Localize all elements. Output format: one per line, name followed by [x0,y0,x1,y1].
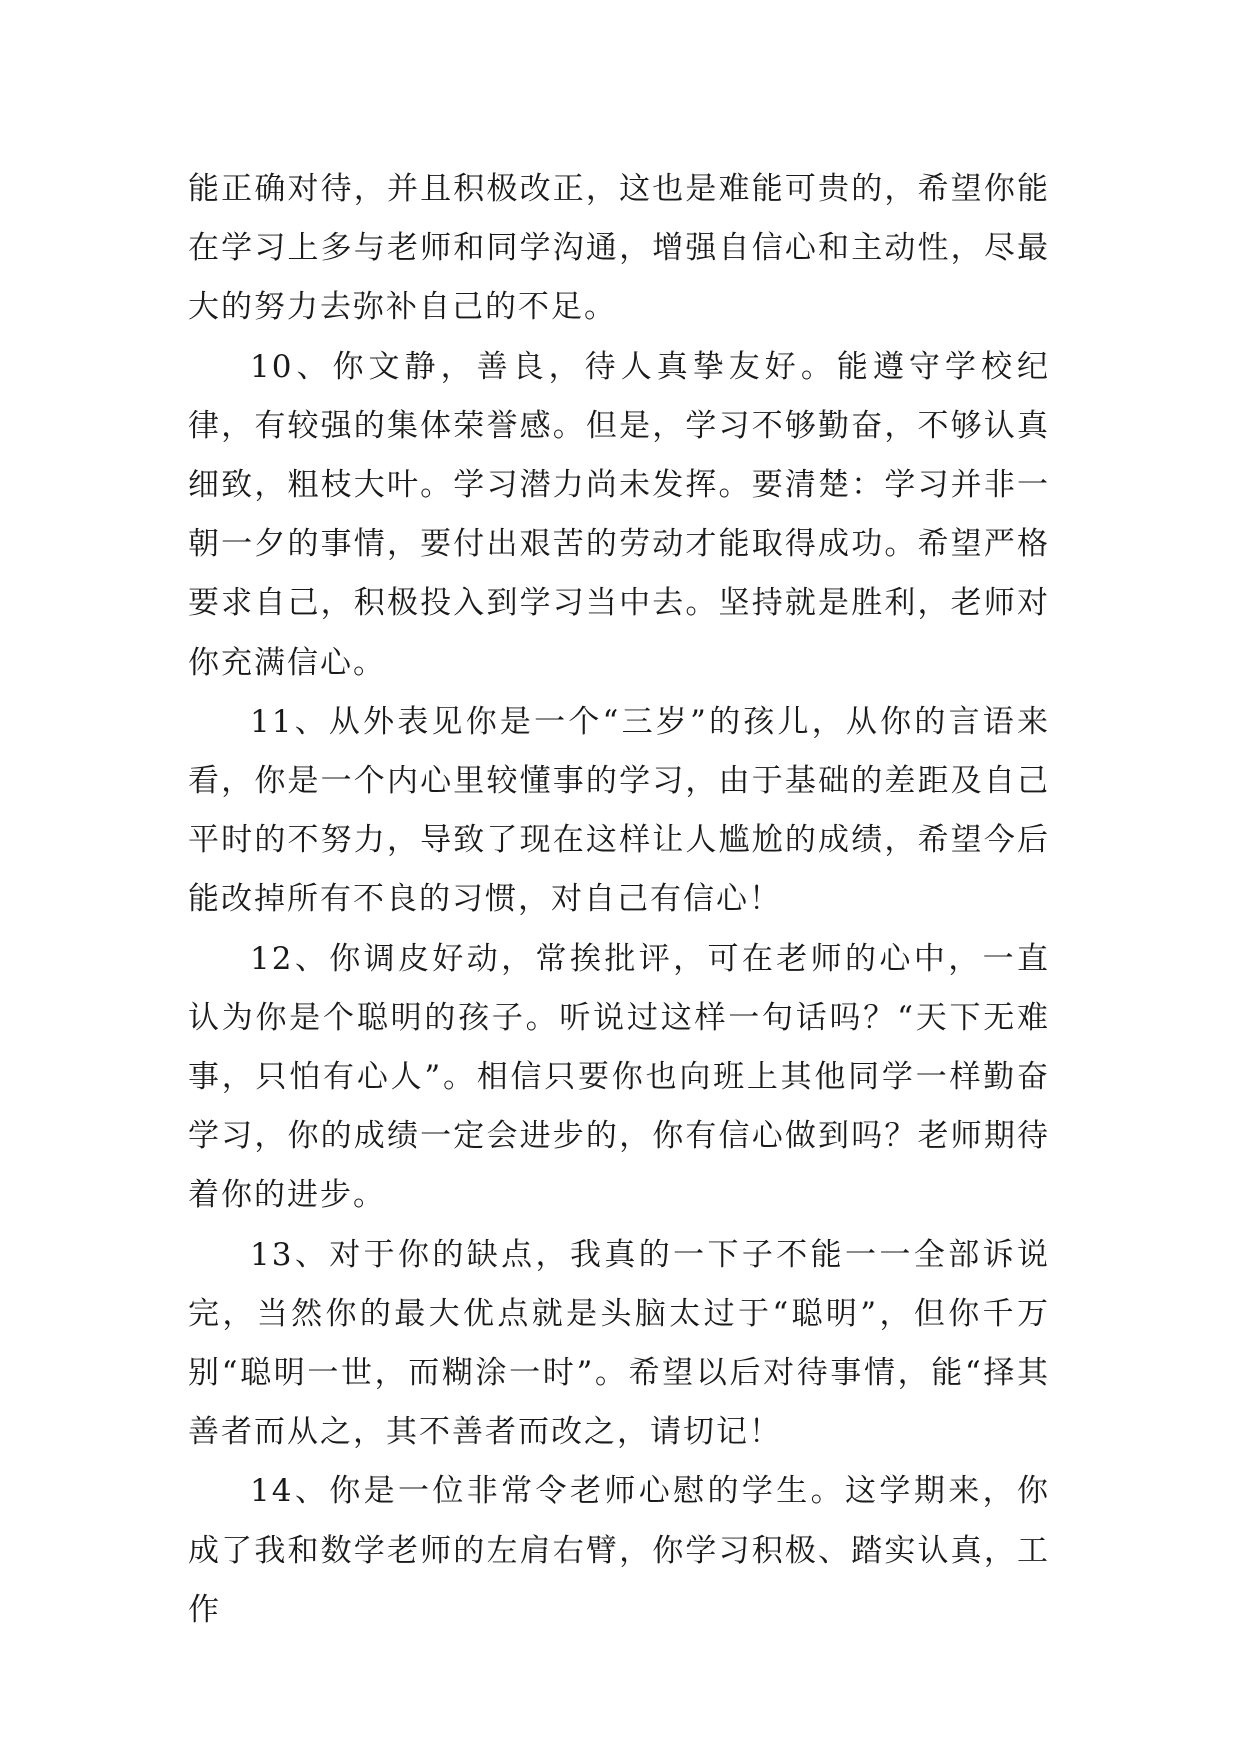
paragraph-13: 13、对于你的缺点，我真的一下子不能一一全部诉说完，当然你的最大优点就是头脑太过于“聪明”，但你千万别“聪明一世，而糊涂一时”。希望以后对待事情，能“择其善者而从之，其不善者而改之，请切记！ [188,1236,1050,1451]
document-body [188,160,1050,1640]
paragraph-14: 14、你是一位非常令老师心慰的学生。这学期来，你成了我和数学老师的左肩右臂，你学习积极、踏实认真，工作 [188,1473,1050,1628]
paragraph-continued: 能正确对待，并且积极改正，这也是难能可贵的，希望你能在学习上多与老师和同学沟通，增强自信心和主动性，尽最大的努力去弥补自己的不足。 [188,171,1050,326]
paragraph-11: 11、从外表见你是一个“三岁”的孩儿，从你的言语来看，你是一个内心里较懂事的学习，由于基础的差距及自己平时的不努力，导致了现在这样让人尴尬的成绩，希望今后能改掉所有不良的习惯，对自己有信心！ [188,703,1050,918]
paragraph-12: 12、你调皮好动，常挨批评，可在老师的心中，一直认为你是个聪明的孩子。听说过这样一句话吗？“天下无难事，只怕有心人”。相信只要你也向班上其他同学一样勤奋学习，你的成绩一定会进步的，你有信心做到吗？老师期待着你的进步。 [188,940,1050,1214]
paragraph-10: 10、你文静，善良，待人真挚友好。能遵守学校纪律，有较强的集体荣誉感。但是，学习不够勤奋，不够认真细致，粗枝大叶。学习潜力尚未发挥。要清楚：学习并非一朝一夕的事情，要付出艰苦的劳动才能取得成功。希望严格要求自己，积极投入到学习当中去。坚持就是胜利，老师对你充满信心。 [188,348,1050,681]
